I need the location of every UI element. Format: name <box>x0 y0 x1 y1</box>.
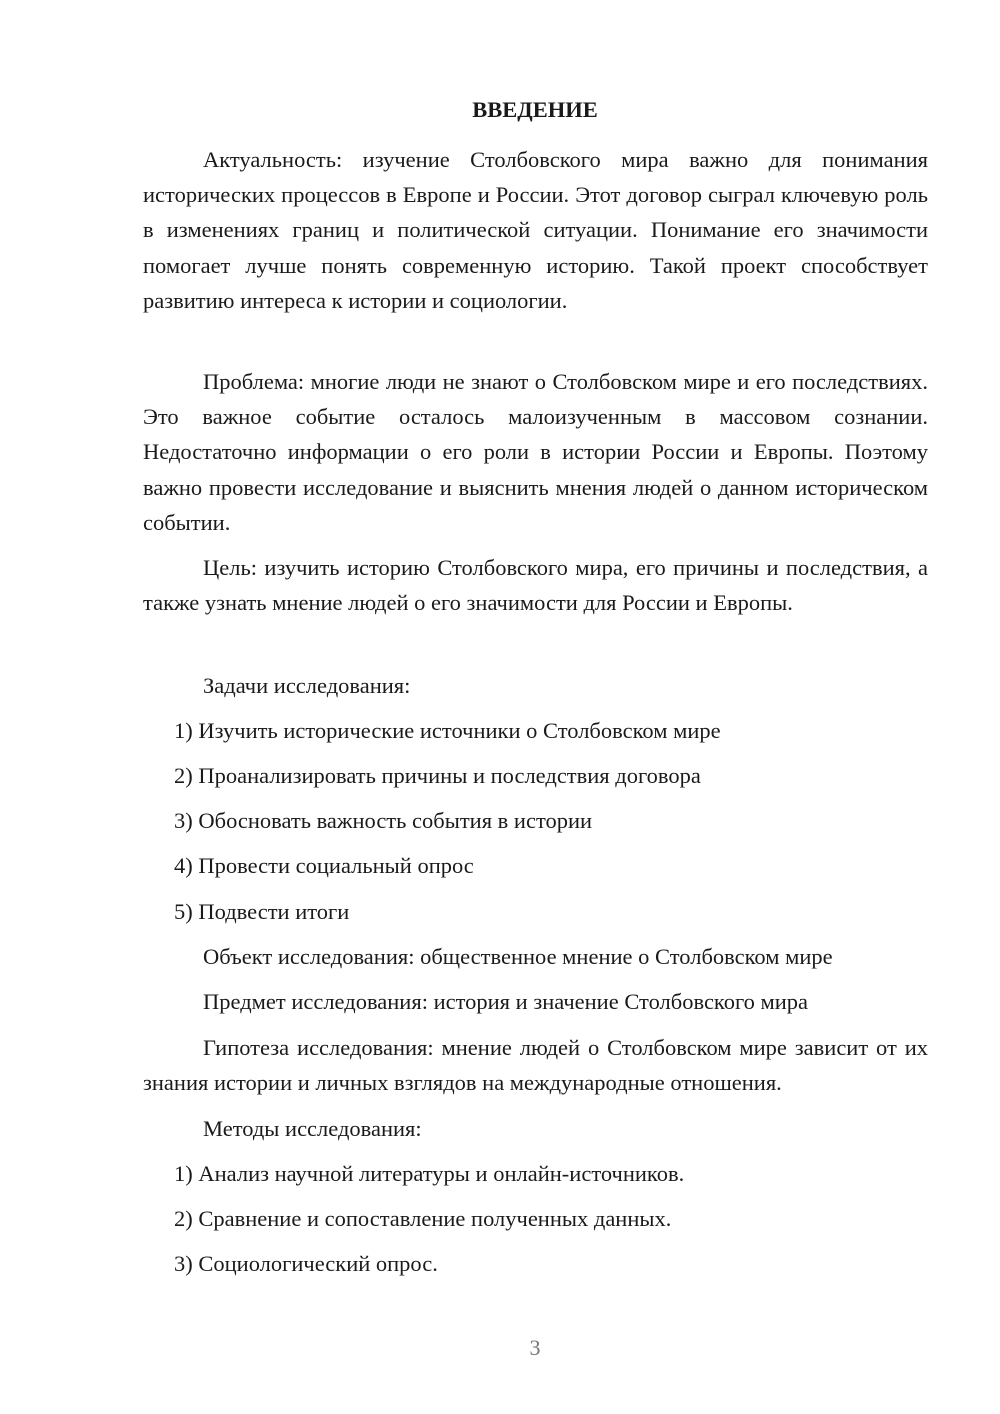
page-title: ВВЕДЕНИЕ <box>472 97 598 122</box>
object-line: Объект исследования: общественное мнение о Столбовском мире <box>203 944 833 969</box>
methods-heading: Методы исследования: <box>203 1116 422 1141</box>
hypothesis-paragraph: Гипотеза исследования: мнение людей о Столбовском мире зависит от их знания истории и личных взглядов на международные отношения. <box>143 1035 928 1096</box>
subject-line: Предмет исследования: история и значение Столбовского мира <box>203 989 809 1014</box>
goal-paragraph: Цель: изучить историю Столбовского мира, его причины и последствия, а также узнать мнение людей о его значимости для России и Европы. <box>143 555 928 616</box>
task-item: 3) Обосновать важность события в истории <box>174 808 593 833</box>
method-item: 1) Анализ научной литературы и онлайн-источников. <box>174 1161 685 1186</box>
problem-paragraph: Проблема: многие люди не знают о Столбовском мире и его последствиях. Это важное событие осталось малоизученным в массовом сознании. Недостаточно информации о его роли в истории России и Европы. Поэтому важно провести исследование и выяснить мнения людей о данном историческом событии. <box>143 369 928 535</box>
method-item: 3) Социологический опрос. <box>174 1251 438 1276</box>
page-number: 3 <box>529 1335 541 1360</box>
tasks-heading: Задачи исследования: <box>203 673 411 698</box>
method-item: 2) Сравнение и сопоставление полученных данных. <box>174 1206 672 1231</box>
relevance-paragraph: Актуальность: изучение Столбовского мира важно для понимания исторических процессов в Европе и России. Этот договор сыграл ключевую роль в изменениях границ и политической ситуации. Понимание его значимости помогает лучше понять современную историю. Такой проект способствует развитию интереса к истории и социологии. <box>143 147 928 313</box>
task-item: 1) Изучить исторические источники о Столбовском мире <box>174 718 721 743</box>
task-item: 2) Проанализировать причины и последствия договора <box>174 763 701 788</box>
task-item: 5) Подвести итоги <box>174 899 350 924</box>
task-item: 4) Провести социальный опрос <box>174 853 474 878</box>
